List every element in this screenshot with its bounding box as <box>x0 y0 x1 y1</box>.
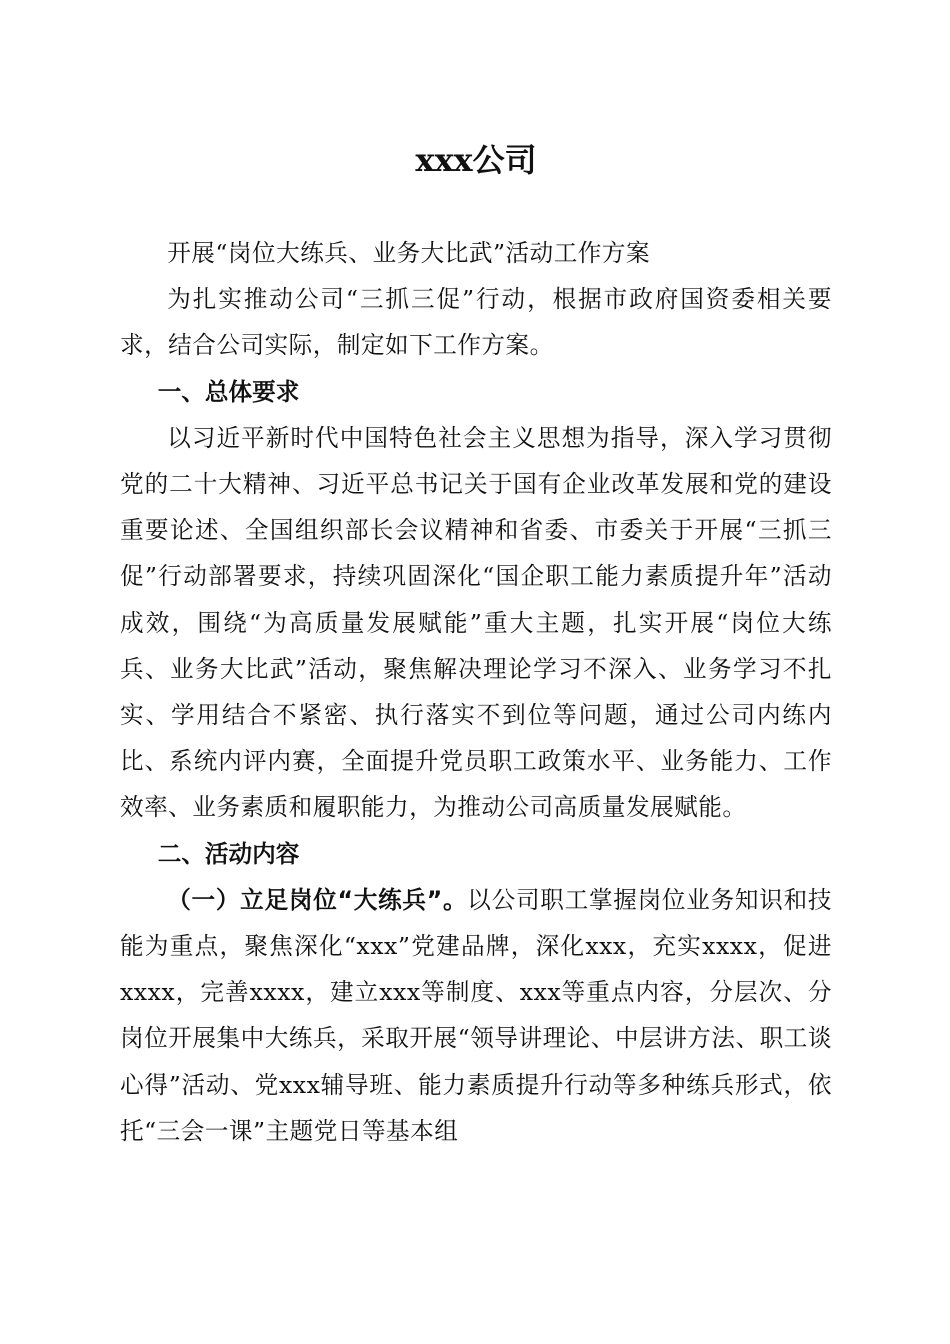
activity-item-1-title: （一）立足岗位“大练兵”。 <box>167 885 468 914</box>
activity-item-1-paragraph <box>120 877 832 1154</box>
intro-paragraph: 为扎实推动公司“三抓三促”行动，根据市政府国资委相关要求，结合公司实际，制定如下工作方案。 <box>120 285 832 360</box>
document-body <box>120 230 832 1154</box>
section-heading-activity-content: 二、活动内容 <box>157 839 300 868</box>
document-subtitle: 开展“岗位大练兵、业务大比武”活动工作方案 <box>167 239 651 267</box>
general-requirements-paragraph: 以习近平新时代中国特色社会主义思想为指导，深入学习贯彻党的二十大精神、习近平总书记关于国有企业改革发展和党的建设重要论述、全国组织部长会议精神和省委、市委关于开展“三抓三促”行动部署要求，持续巩固深化“国企职工能力素质提升年”活动成效，围绕“为高质量发展赋能”重大主题，扎实开展“岗位大练兵、业务大比武”活动，聚焦解决理论学习不深入、业务学习不扎实、学用结合不紧密、执行落实不到位等问题，通过公司内练内比、系统内评内赛，全面提升党员职工政策水平、业务能力、工作效率、业务素质和履职能力，为推动公司高质量发展赋能。 <box>120 423 832 822</box>
document-title: xxx公司 <box>415 141 537 179</box>
activity-item-1-body: 以公司职工掌握岗位业务知识和技能为重点，聚焦深化“xxx”党建品牌，深化xxx，充实xxxx，促进xxxx，完善xxxx，建立xxx等制度、xxx等重点内容，分层次、分岗位开展集中大练兵，采取开展“领导讲理论、中层讲方法、职工谈心得”活动、党xxx辅导班、能力素质提升行动等多种练兵形式，依托“三会一课”主题党日等基本组 <box>120 885 832 1145</box>
section-heading-general-requirements: 一、总体要求 <box>157 377 300 406</box>
